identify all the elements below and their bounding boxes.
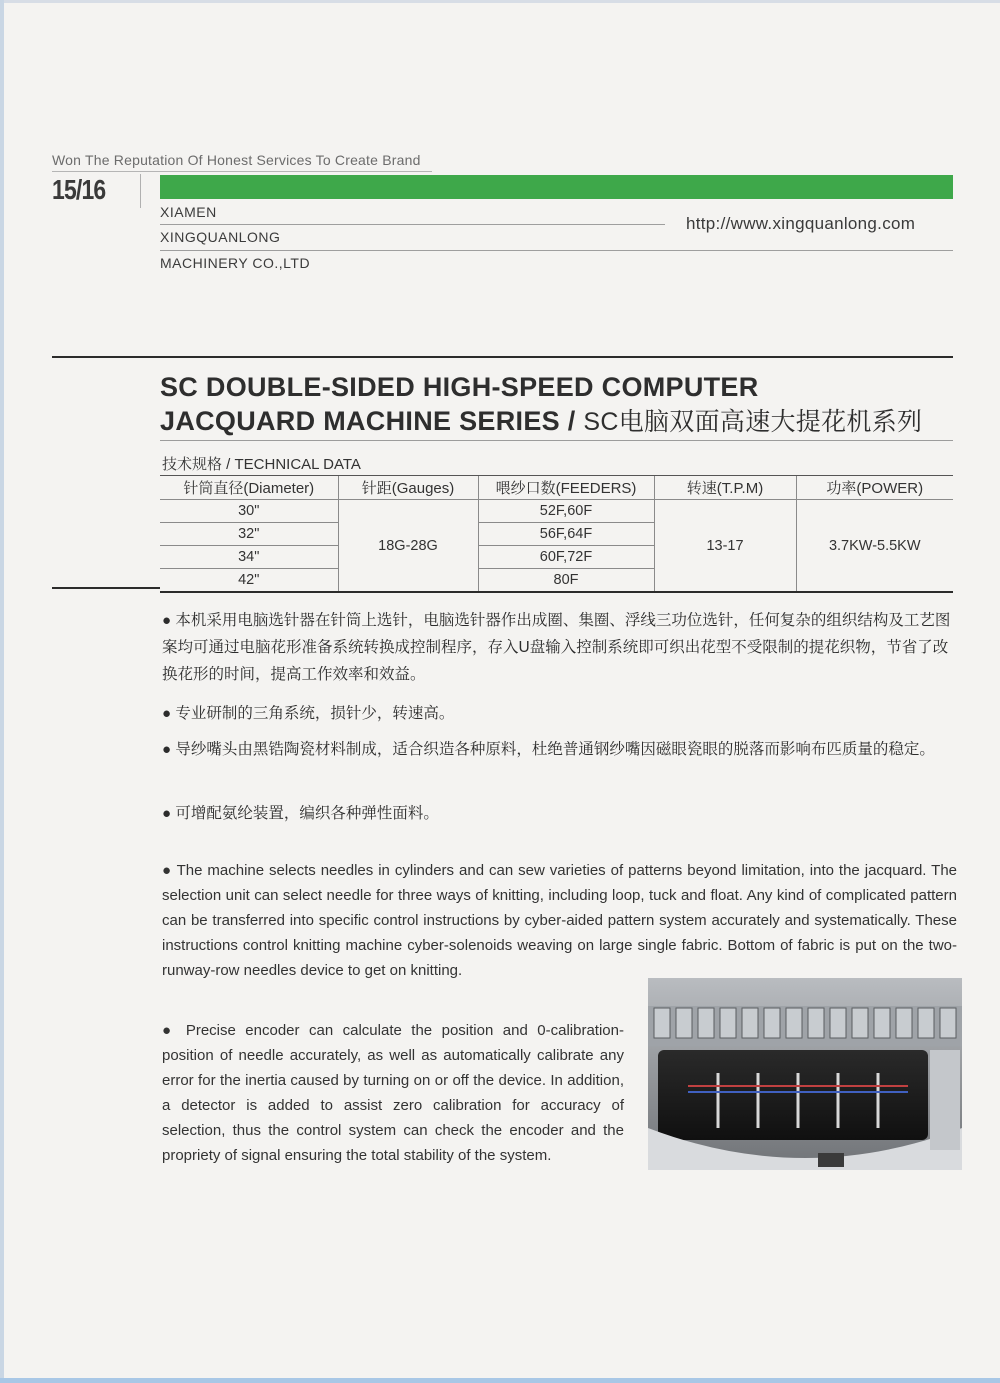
bullet-icon: ● — [162, 741, 172, 758]
left-edge — [0, 0, 4, 1383]
diameter-cell: 34" — [160, 546, 338, 569]
table-row — [160, 500, 953, 523]
cn-paragraph-text: 导纱嘴头由黑锆陶瓷材料制成，适合织造各种原料，杜绝普通钢纱嘴因磁眼瓷眼的脱落而影响布匹质量的稳定。 — [175, 741, 935, 758]
page-number: 15/16 — [52, 174, 106, 205]
machine-photo — [648, 978, 962, 1170]
tech-data-label: 技术规格 / TECHNICAL DATA — [162, 456, 361, 473]
page-title-en: JACQUARD MACHINE SERIES / — [160, 406, 584, 436]
feeders-cell: 56F,64F — [478, 523, 654, 546]
power-cell: 3.7KW-5.5KW — [796, 500, 953, 593]
cn-paragraph — [162, 800, 957, 827]
header-feeders: 喂纱口数(FEEDERS) — [478, 476, 654, 500]
page-title-cn: SC电脑双面高速大提花机系列 — [583, 408, 923, 436]
header-power: 功率(POWER) — [796, 476, 953, 500]
slogan: Won The Reputation Of Honest Services To Create Brand — [52, 152, 421, 168]
cn-paragraph-text: 本机采用电脑选针器在针筒上选针，电脑选针器作出成圈、集圈、浮线三功位选针，任何复杂的组织结构及工艺图案均可通过电脑花形准备系统转换成控制程序，存入U盘输入控制系统即可织出花型不受限制的提花织物，节省了改换花形的时间，提高工作效率和效益。 — [162, 612, 951, 683]
divider — [160, 224, 665, 225]
diameter-cell: 30" — [160, 500, 338, 523]
bullet-icon: ● — [162, 862, 172, 879]
spec-table — [160, 475, 953, 593]
gauges-cell: 18G-28G — [338, 500, 478, 593]
header-gauges: 针距(Gauges) — [338, 476, 478, 500]
table-header-row — [160, 476, 953, 500]
bullet-icon: ● — [162, 705, 172, 722]
cn-paragraph-text: 专业研制的三角系统，损针少，转速高。 — [175, 705, 455, 722]
feeders-cell: 80F — [478, 569, 654, 593]
table-rule — [52, 587, 160, 589]
divider — [160, 250, 953, 251]
en-paragraph-text: The machine selects needles in cylinders and can sew varieties of patterns beyond limitation, into the jacquard. The selection unit can select needle for three ways of knitting, including loop, tuck and float. Any kind of complicated pattern can be transferred into specific control instructions by cyber-aided pattern system accurately and systematically. These instructions control knitting machine cyber-solenoids weaving on large single fabric. Bottom of fabric is put on the two-runway-row needles device to get on knitting. — [162, 862, 957, 979]
slogan-underline — [52, 171, 432, 172]
bottom-edge — [0, 1378, 1000, 1383]
divider — [140, 174, 141, 208]
company-name-line3: MACHINERY CO.,LTD — [160, 255, 311, 271]
en-paragraph — [162, 1018, 624, 1168]
top-edge — [0, 0, 1000, 3]
title-rule — [160, 440, 953, 441]
page-title-line2 — [160, 402, 922, 438]
en-paragraph-text: Precise encoder can calculate the position and 0-calibration-position of needle accurately, as well as automatically calibrate any error for the inertia caused by turning on or off the device. In addition, a detector is added to assist zero calibration for accuracy of selection, thus the control system can check the encoder and the propriety of signal ensuring the total stability of the system. — [162, 1022, 624, 1164]
feeders-cell: 60F,72F — [478, 546, 654, 569]
bullet-icon: ● — [162, 612, 172, 629]
section-rule — [52, 356, 953, 358]
green-banner — [160, 175, 953, 199]
speed-cell: 13-17 — [654, 500, 796, 593]
diameter-cell: 32" — [160, 523, 338, 546]
feeders-cell: 52F,60F — [478, 500, 654, 523]
header-diameter: 针筒直径(Diameter) — [160, 476, 338, 500]
company-name-line1: XIAMEN — [160, 204, 217, 220]
cn-paragraph — [162, 700, 957, 727]
company-name-line2: XINGQUANLONG — [160, 229, 281, 245]
bullet-icon: ● — [162, 1022, 177, 1039]
en-paragraph — [162, 858, 957, 983]
page-title-line1: SC DOUBLE-SIDED HIGH-SPEED COMPUTER — [160, 372, 759, 402]
cn-paragraph — [162, 607, 957, 688]
cn-paragraph-text: 可增配氨纶装置，编织各种弹性面料。 — [175, 805, 439, 822]
header-speed: 转速(T.P.M) — [654, 476, 796, 500]
bullet-icon: ● — [162, 805, 172, 822]
website-link[interactable]: http://www.xingquanlong.com — [686, 214, 916, 233]
diameter-cell: 42" — [160, 569, 338, 593]
cn-paragraph — [162, 736, 957, 763]
